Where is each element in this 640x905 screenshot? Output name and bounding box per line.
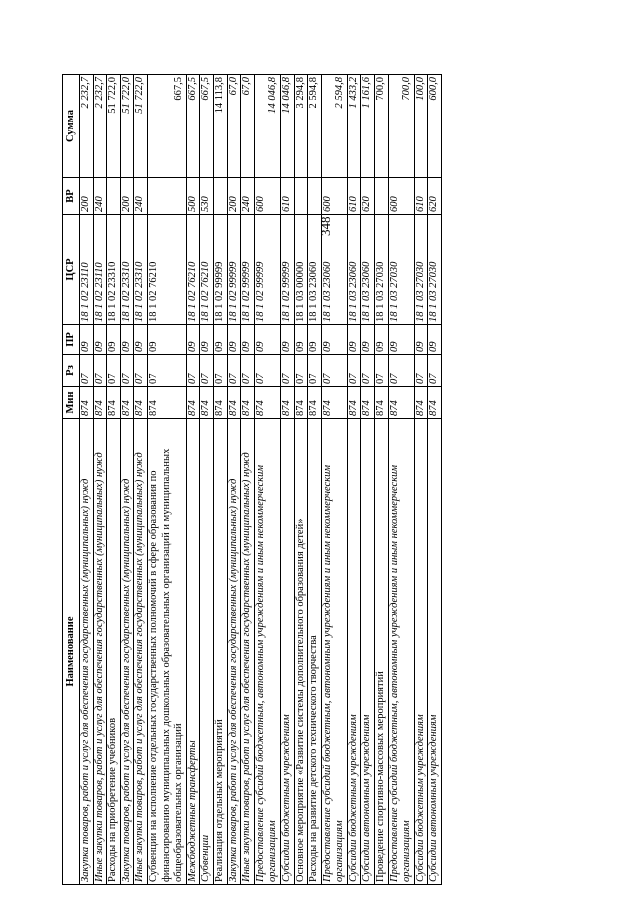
cell-rz: 07 — [280, 355, 294, 387]
cell-vr — [107, 178, 121, 215]
table-header-row — [63, 75, 80, 885]
cell-name: Субсидии бюджетным учреждениям — [280, 419, 294, 885]
cell-vr — [375, 178, 389, 215]
cell-csr: 18 1 02 23310 — [134, 215, 148, 325]
cell-sum: 2 232,7 — [80, 75, 94, 178]
table-row — [134, 75, 148, 885]
cell-vr: 240 — [241, 178, 255, 215]
cell-min: 874 — [186, 387, 200, 419]
cell-vr: 610 — [347, 178, 361, 215]
table-row — [428, 75, 442, 885]
cell-csr: 18 1 02 23110 — [93, 215, 107, 325]
cell-csr: 18 1 02 23310 — [120, 215, 134, 325]
cell-pr: 09 — [147, 325, 186, 355]
cell-csr: 18 1 03 27030 — [375, 215, 389, 325]
cell-vr: 610 — [280, 178, 294, 215]
cell-pr: 09 — [93, 325, 107, 355]
table-row — [213, 75, 227, 885]
cell-vr — [308, 178, 322, 215]
table-row — [186, 75, 200, 885]
cell-vr: 500 — [186, 178, 200, 215]
header-name: Наименование — [63, 419, 80, 885]
cell-min: 874 — [414, 387, 428, 419]
cell-pr: 09 — [280, 325, 294, 355]
cell-csr: 18 1 02 99999 — [213, 215, 227, 325]
cell-name: Субвенции — [200, 419, 214, 885]
table-row — [120, 75, 134, 885]
cell-csr: 18 1 02 99999 — [227, 215, 241, 325]
header-pr: ПР — [63, 325, 80, 355]
cell-pr: 09 — [254, 325, 280, 355]
cell-rz: 07 — [375, 355, 389, 387]
cell-name: Предоставление субсидий бюджетным, автономным учреждениям и иным некоммерческим организациям — [254, 419, 280, 885]
cell-pr: 09 — [120, 325, 134, 355]
cell-sum: 67,0 — [241, 75, 255, 178]
header-rz: Рз — [63, 355, 80, 387]
budget-table — [62, 74, 442, 885]
cell-min: 874 — [308, 387, 322, 419]
table-body — [80, 75, 442, 885]
cell-pr: 09 — [428, 325, 442, 355]
cell-vr: 600 — [388, 178, 414, 215]
cell-min: 874 — [120, 387, 134, 419]
cell-csr: 18 1 02 76210 — [200, 215, 214, 325]
cell-name: Основное мероприятие «Развитие системы дополнительного образования детей» — [294, 419, 308, 885]
cell-csr: 18 1 02 99999 — [254, 215, 280, 325]
cell-vr: 600 — [321, 178, 347, 215]
cell-pr: 09 — [414, 325, 428, 355]
cell-csr: 18 1 02 76210 — [186, 215, 200, 325]
table-row — [321, 75, 347, 885]
cell-sum: 1 161,6 — [361, 75, 375, 178]
cell-name: Проведение спортивно-массовых мероприятий — [375, 419, 389, 885]
cell-pr: 09 — [200, 325, 214, 355]
cell-vr — [147, 178, 186, 215]
cell-pr: 09 — [186, 325, 200, 355]
cell-name: Иные закупки товаров, работ и услуг для обеспечения государственных (муниципальных) нужд — [134, 419, 148, 885]
cell-min: 874 — [254, 387, 280, 419]
table-row — [375, 75, 389, 885]
cell-rz: 07 — [321, 355, 347, 387]
cell-vr: 620 — [428, 178, 442, 215]
cell-name: Субсидии бюджетным учреждениям — [347, 419, 361, 885]
cell-sum: 14 046,8 — [280, 75, 294, 178]
cell-min: 874 — [294, 387, 308, 419]
cell-csr: 18 1 03 27030 — [414, 215, 428, 325]
cell-rz: 07 — [80, 355, 94, 387]
cell-sum: 2 594,8 — [308, 75, 322, 178]
cell-csr: 18 1 03 00000 — [294, 215, 308, 325]
table-row — [254, 75, 280, 885]
rotated-page-content — [62, 75, 442, 885]
cell-sum: 700,0 — [388, 75, 414, 178]
cell-pr: 09 — [308, 325, 322, 355]
cell-vr: 200 — [120, 178, 134, 215]
cell-vr: 610 — [414, 178, 428, 215]
cell-pr: 09 — [361, 325, 375, 355]
cell-pr: 09 — [213, 325, 227, 355]
cell-csr: 18 1 03 23060 — [347, 215, 361, 325]
cell-vr — [213, 178, 227, 215]
cell-sum: 67,0 — [227, 75, 241, 178]
cell-sum: 51 722,0 — [120, 75, 134, 178]
cell-sum: 667,5 — [200, 75, 214, 178]
cell-pr: 09 — [241, 325, 255, 355]
table-row — [388, 75, 414, 885]
cell-name: Субсидии автономным учреждениям — [361, 419, 375, 885]
cell-pr: 09 — [227, 325, 241, 355]
cell-name: Субвенции на исполнение отдельных государственных полномочий в сфере образования по финансированию муниципальных дошкольных образовательных организаций и муниципальных общеобразовательных организаций — [147, 419, 186, 885]
cell-rz: 07 — [120, 355, 134, 387]
cell-sum: 51 722,0 — [134, 75, 148, 178]
table-row — [308, 75, 322, 885]
cell-vr: 240 — [93, 178, 107, 215]
cell-sum: 3 294,8 — [294, 75, 308, 178]
table-row — [93, 75, 107, 885]
cell-name: Субсидии автономным учреждениям — [428, 419, 442, 885]
cell-csr: 18 1 03 23060 — [308, 215, 322, 325]
cell-pr: 09 — [294, 325, 308, 355]
cell-min: 874 — [388, 387, 414, 419]
cell-vr: 200 — [80, 178, 94, 215]
cell-sum: 14 113,8 — [213, 75, 227, 178]
cell-sum: 14 046,8 — [254, 75, 280, 178]
cell-csr: 18 1 02 23310 — [107, 215, 121, 325]
cell-pr: 09 — [80, 325, 94, 355]
table-row — [227, 75, 241, 885]
cell-vr: 240 — [134, 178, 148, 215]
cell-name: Расходы на приобретение учебников — [107, 419, 121, 885]
cell-min: 874 — [147, 387, 186, 419]
cell-name: Межбюджетные трансферты — [186, 419, 200, 885]
cell-min: 874 — [361, 387, 375, 419]
cell-rz: 07 — [213, 355, 227, 387]
cell-min: 874 — [227, 387, 241, 419]
cell-vr: 530 — [200, 178, 214, 215]
cell-rz: 07 — [294, 355, 308, 387]
cell-sum: 667,5 — [147, 75, 186, 178]
cell-name: Иные закупки товаров, работ и услуг для обеспечения государственных (муниципальных) нужд — [241, 419, 255, 885]
cell-csr: 18 1 02 76210 — [147, 215, 186, 325]
cell-vr: 620 — [361, 178, 375, 215]
cell-min: 874 — [347, 387, 361, 419]
table-row — [280, 75, 294, 885]
cell-sum: 700,0 — [375, 75, 389, 178]
table-row — [200, 75, 214, 885]
cell-sum: 51 722,0 — [107, 75, 121, 178]
table-row — [294, 75, 308, 885]
table-row — [80, 75, 94, 885]
cell-pr: 09 — [388, 325, 414, 355]
table-row — [361, 75, 375, 885]
cell-min: 874 — [321, 387, 347, 419]
cell-vr — [294, 178, 308, 215]
cell-min: 874 — [241, 387, 255, 419]
cell-min: 874 — [134, 387, 148, 419]
cell-sum: 667,5 — [186, 75, 200, 178]
cell-min: 874 — [107, 387, 121, 419]
table-row — [347, 75, 361, 885]
header-sum: Сумма — [63, 75, 80, 178]
cell-rz: 07 — [428, 355, 442, 387]
cell-csr: 18 1 02 23110 — [80, 215, 94, 325]
cell-vr: 600 — [254, 178, 280, 215]
cell-pr: 09 — [134, 325, 148, 355]
cell-sum: 600,0 — [428, 75, 442, 178]
cell-pr: 09 — [321, 325, 347, 355]
cell-rz: 07 — [414, 355, 428, 387]
cell-rz: 07 — [147, 355, 186, 387]
table-row — [147, 75, 186, 885]
cell-min: 874 — [213, 387, 227, 419]
cell-rz: 07 — [107, 355, 121, 387]
cell-rz: 07 — [134, 355, 148, 387]
cell-rz: 07 — [388, 355, 414, 387]
cell-rz: 07 — [186, 355, 200, 387]
cell-rz: 07 — [308, 355, 322, 387]
cell-csr: 18 1 03 27030 — [388, 215, 414, 325]
cell-min: 874 — [200, 387, 214, 419]
cell-pr: 09 — [375, 325, 389, 355]
cell-name: Предоставление субсидий бюджетным, автономным учреждениям и иным некоммерческим организациям — [388, 419, 414, 885]
cell-rz: 07 — [200, 355, 214, 387]
cell-sum: 2 594,8 — [321, 75, 347, 178]
cell-name: Предоставление субсидий бюджетным, автономным учреждениям и иным некоммерческим организациям — [321, 419, 347, 885]
cell-rz: 07 — [241, 355, 255, 387]
cell-pr: 09 — [347, 325, 361, 355]
cell-rz: 07 — [254, 355, 280, 387]
cell-csr: 18 1 03 27030 — [428, 215, 442, 325]
cell-csr: 18 1 02 99999 — [280, 215, 294, 325]
cell-min: 874 — [375, 387, 389, 419]
cell-sum: 1 433,2 — [347, 75, 361, 178]
cell-vr: 200 — [227, 178, 241, 215]
cell-csr: 18 1 03 23060 — [321, 215, 347, 325]
cell-name: Расходы на развитие детского технического творчества — [308, 419, 322, 885]
cell-rz: 07 — [93, 355, 107, 387]
cell-rz: 07 — [347, 355, 361, 387]
cell-name: Иные закупки товаров, работ и услуг для обеспечения государственных (муниципальных) нужд — [93, 419, 107, 885]
header-csr: ЦСР — [63, 215, 80, 325]
cell-name: Реализация отдельных мероприятий — [213, 419, 227, 885]
header-min: Мин — [63, 387, 80, 419]
cell-name: Закупка товаров, работ и услуг для обеспечения государственных (муниципальных) нужд — [120, 419, 134, 885]
page-number: 348 — [318, 216, 333, 236]
cell-sum: 2 232,7 — [93, 75, 107, 178]
cell-rz: 07 — [227, 355, 241, 387]
cell-name: Закупка товаров, работ и услуг для обеспечения государственных (муниципальных) нужд — [80, 419, 94, 885]
cell-sum: 100,0 — [414, 75, 428, 178]
cell-min: 874 — [80, 387, 94, 419]
cell-csr: 18 1 03 23060 — [361, 215, 375, 325]
cell-csr: 18 1 02 99999 — [241, 215, 255, 325]
table-row — [107, 75, 121, 885]
table-row — [241, 75, 255, 885]
table-row — [414, 75, 428, 885]
header-vr: ВР — [63, 178, 80, 215]
cell-name: Закупка товаров, работ и услуг для обеспечения государственных (муниципальных) нужд — [227, 419, 241, 885]
cell-min: 874 — [428, 387, 442, 419]
cell-name: Субсидии бюджетным учреждениям — [414, 419, 428, 885]
cell-min: 874 — [93, 387, 107, 419]
cell-pr: 09 — [107, 325, 121, 355]
cell-min: 874 — [280, 387, 294, 419]
cell-rz: 07 — [361, 355, 375, 387]
